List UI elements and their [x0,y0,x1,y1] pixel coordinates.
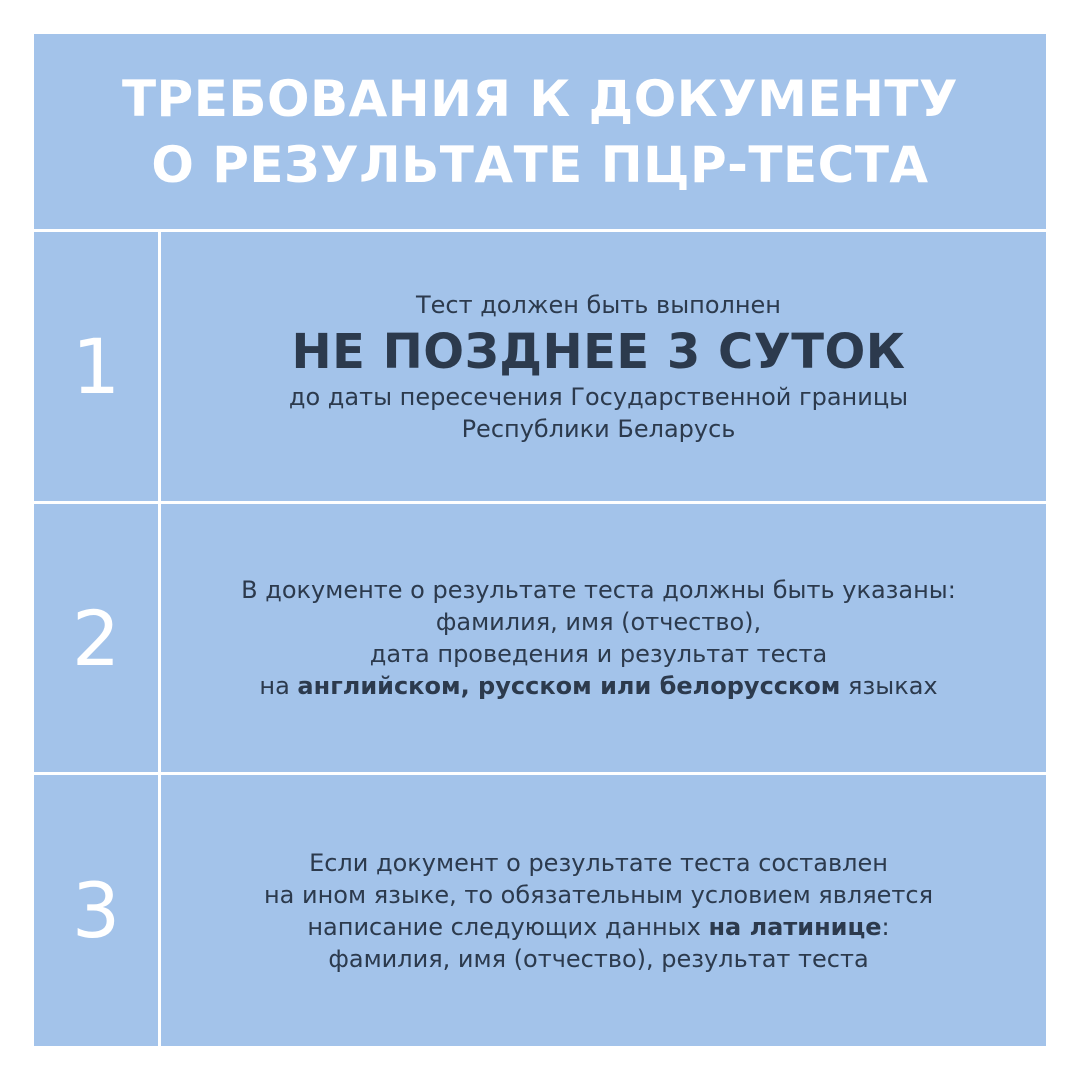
page-title [34,34,1046,230]
row-1-intro: Тест должен быть выполнен [415,290,781,319]
row-2-line-4-post: языках [840,672,938,700]
title-line-1: ТРЕБОВАНИЯ К ДОКУМЕНТУ [121,70,959,128]
row-2-number: 2 [71,593,121,683]
row-2-languages: английском, русском или белорусском [297,672,841,700]
row-1-highlight: НЕ ПОЗДНЕЕ 3 СУТОК [291,323,906,380]
row-1-line-3: до даты пересечения Государственной границы [288,382,909,411]
title-line-2: О РЕЗУЛЬТАТЕ ПЦР-ТЕСТА [151,136,929,194]
row-1-number: 1 [71,322,121,411]
row-3-line-4: фамилия, имя (отчество), результат теста [328,944,869,973]
row-2-line-2: фамилия, имя (отчество), [435,608,762,636]
row-3-line-3 [307,911,889,943]
row-1-line-4: Республики Беларусь [461,414,736,443]
row-2-line-4-pre: на [259,672,298,700]
row-3-line-3-pre: написание следующих данных [307,912,709,941]
row-3-content [156,775,1041,1046]
row-2-content [156,504,1041,772]
row-2-line-1: В документе о результате теста должны быть указаны: [241,576,956,604]
row-2-line-4 [259,670,937,702]
row-2-line-3: дата проведения и результат теста [369,640,828,668]
row-1-content [156,232,1041,501]
row-3-line-3-post: : [881,912,890,941]
row-3-number: 3 [71,866,121,955]
row-3-line-2: на ином языке, то обязательным условием является [263,880,934,909]
row-3-latin: на латинице [708,912,882,941]
row-3-line-1: Если документ о результате теста составлен [309,848,888,877]
